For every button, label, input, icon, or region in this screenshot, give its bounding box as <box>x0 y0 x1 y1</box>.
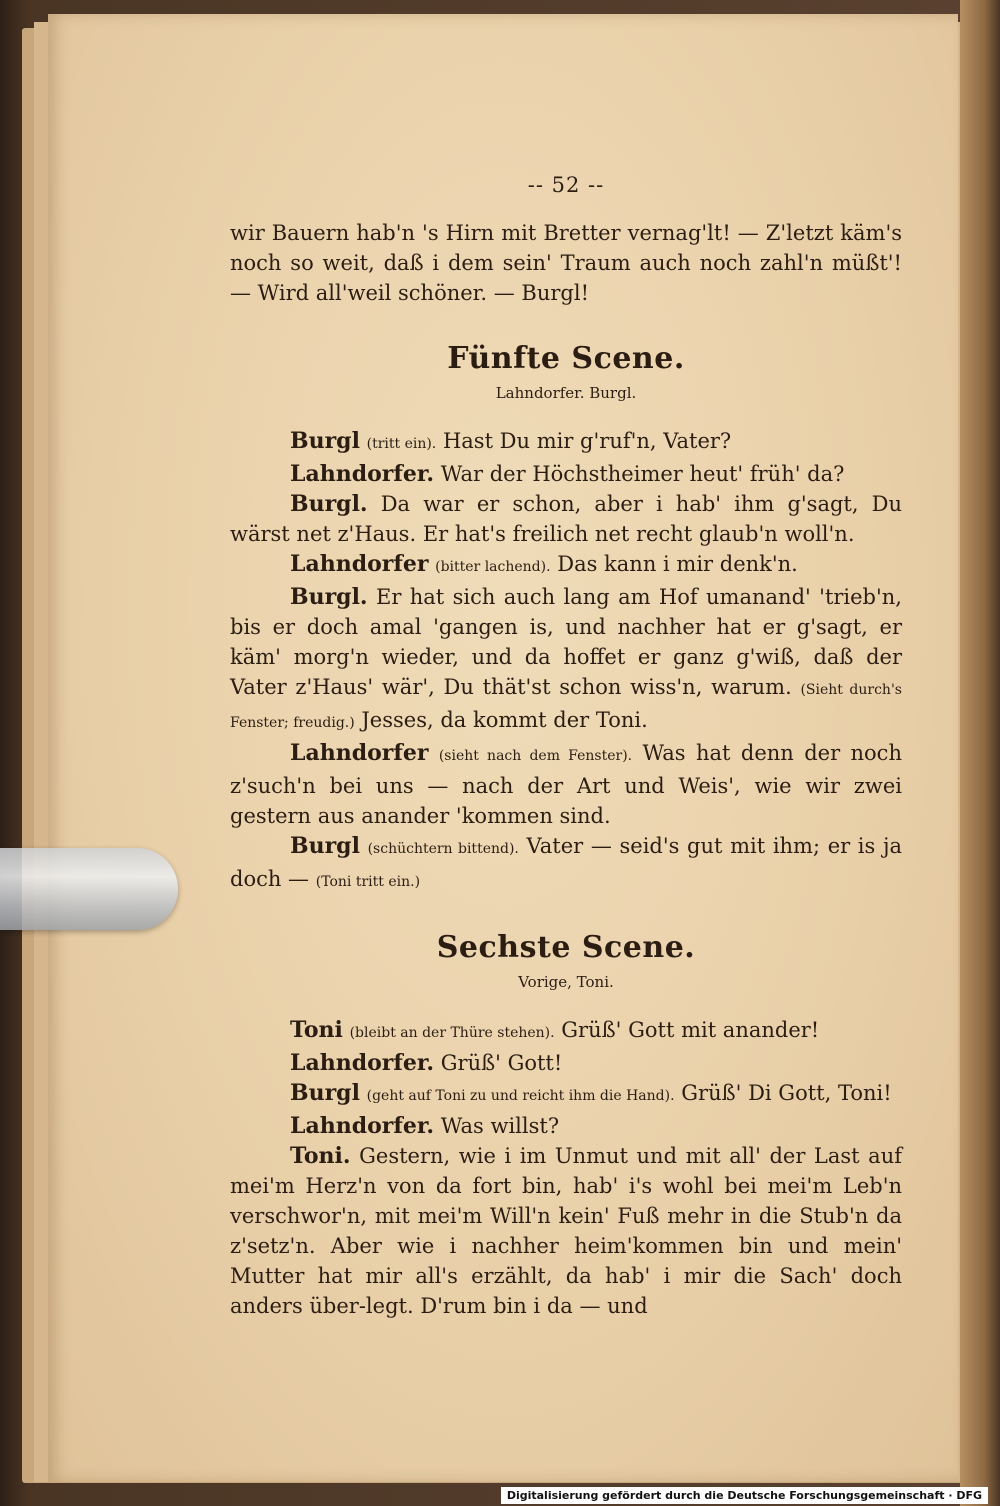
stage-direction: (bitter lachend). <box>435 559 551 575</box>
speaker-name: Burgl <box>290 428 360 454</box>
dialogue-text: Vater — seid's gut mit ihm; er is ja doch — <box>230 834 902 891</box>
dialogue-line <box>230 1141 902 1321</box>
dialogue-line <box>230 426 902 459</box>
dialogue-line <box>230 582 902 738</box>
speaker-name: Lahndorfer <box>290 551 429 577</box>
dialogue-line <box>230 549 902 582</box>
stage-direction: (Toni tritt ein.) <box>315 874 421 890</box>
dialogue-line <box>230 459 902 489</box>
scene-six-title: Sechste Scene. <box>436 930 696 965</box>
dialogue-text: Das kann i mir denk'n. <box>557 552 798 576</box>
speaker-name: Lahndorfer. <box>290 1113 435 1139</box>
speaker-name: Lahndorfer <box>290 740 429 766</box>
dialogue-text: Er hat sich auch lang am Hof umanand' 'trieb'n, bis er doch amal 'gangen is, und nachher hat er g'sagt, er käm' morg'n wieder, und da hoffet er ganz g'wiß, daß der Vater z'Haus' wär', Du thät'st schon wiss'n, warum. <box>230 585 902 699</box>
page-text <box>230 170 902 1321</box>
dialogue-line <box>230 1015 902 1048</box>
speaker-name: Burgl <box>290 1080 360 1106</box>
scene-five-cast: Lahndorfer. Burgl. <box>495 384 637 402</box>
stage-direction: (bleibt an der Thüre stehen). <box>349 1025 555 1041</box>
dialogue-line <box>230 1048 902 1078</box>
stage-direction: (Sieht durch's Fenster; freudig.) <box>230 682 902 731</box>
scene-five-title: Fünfte Scene. <box>447 341 685 376</box>
scene-six-cast: Vorige, Toni. <box>518 973 614 991</box>
dialogue-text: Da war er schon, aber i hab' ihm g'sagt, Du wärst net z'Haus. Er hat's freilich net recht glaub'n woll'n. <box>230 492 902 546</box>
opening-paragraph: wir Bauern hab'n 's Hirn mit Bretter vernag'lt! — Z'letzt käm's noch so weit, daß i dem sein' Traum auch noch zahl'n müßt'! — Wird all'weil schöner. — Burgl! <box>230 221 902 305</box>
dialogue-text: Grüß' Gott mit anander! <box>561 1018 820 1042</box>
dialogue-line <box>230 489 902 549</box>
speaker-name: Burgl <box>290 833 360 859</box>
dialogue-text: Jesses, da kommt der Toni. <box>361 708 648 732</box>
dialogue-text: Grüß' Gott! <box>440 1051 563 1075</box>
speaker-name: Toni <box>290 1017 343 1043</box>
page-holder-clip <box>0 848 178 930</box>
stage-direction: (sieht nach dem Fenster). <box>438 748 633 764</box>
speaker-name: Burgl. <box>290 491 368 517</box>
dialogue-line <box>230 738 902 831</box>
speaker-name: Toni. <box>290 1143 351 1169</box>
dialogue-text: Was hat denn der noch z'such'n bei uns — nach der Art und Weis', wie wir zwei gestern aus anander 'kommen sind. <box>230 741 902 828</box>
speaker-name: Burgl. <box>290 584 368 610</box>
stage-direction: (schüchtern bittend). <box>367 841 519 857</box>
speaker-name: Lahndorfer. <box>290 461 435 487</box>
dialogue-line <box>230 831 902 897</box>
digitization-footer: Digitalisierung gefördert durch die Deutsche Forschungsgemeinschaft · DFG <box>501 1487 988 1504</box>
dialogue-line <box>230 1078 902 1111</box>
speaker-name: Lahndorfer. <box>290 1050 435 1076</box>
dialogue-text: Grüß' Di Gott, Toni! <box>681 1081 892 1105</box>
dialogue-line <box>230 1111 902 1141</box>
dialogue-text: Was willst? <box>440 1114 560 1138</box>
page-number: -- 52 -- <box>527 173 605 197</box>
stage-direction: (geht auf Toni zu und reicht ihm die Hand). <box>366 1088 675 1104</box>
dialogue-text: War der Höchstheimer heut' früh' da? <box>440 462 845 486</box>
dialogue-text: Gestern, wie i im Unmut und mit all' der Last auf mei'm Herz'n von da fort bin, hab' i's wohl bei mei'm Leb'n verschwor'n, mit mei'm Will'n kein' Fuß mehr in die Stub'n da z'setz'n. Aber wie i nachher heim'kommen bin und mein' Mutter hat mir all's erzählt, da hab' i mir die Sach' doch anders über-legt. D'rum bin i da — und <box>230 1144 902 1318</box>
dialogue-text: Hast Du mir g'ruf'n, Vater? <box>442 429 732 453</box>
book-spine-edge <box>960 0 1000 1506</box>
stage-direction: (tritt ein). <box>366 436 437 452</box>
